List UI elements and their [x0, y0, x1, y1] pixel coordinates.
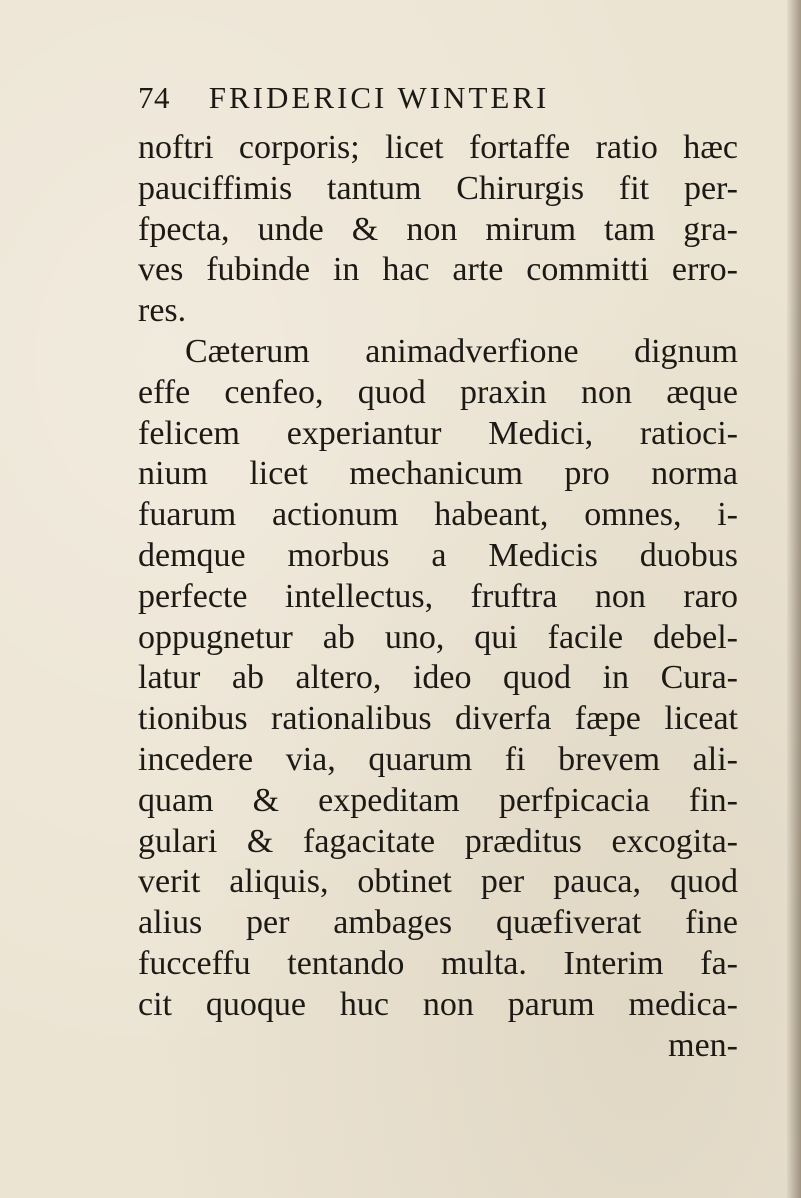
page-number: 74: [138, 80, 170, 115]
text-line: tionibus rationalibus diverfa fæpe liceat: [138, 700, 738, 738]
text-line: demque morbus a Medicis duobus: [138, 536, 738, 574]
body-text: [138, 128, 738, 1066]
text-line: oppugnetur ab uno, qui facile debel-: [138, 618, 738, 656]
running-header: [138, 80, 549, 117]
text-line: incedere via, quarum fi brevem ali-: [138, 740, 738, 778]
text-line: perfecte intellectus, fruftra non raro: [138, 577, 738, 615]
text-line: cit quoque huc non parum medica-: [138, 985, 738, 1023]
text-line: fuarum actionum habeant, omnes, i-: [138, 496, 738, 534]
text-line: latur ab altero, ideo quod in Cura-: [138, 659, 738, 697]
text-line: alius per ambages quæfiverat fine: [138, 904, 738, 942]
text-line: ves fubinde in hac arte committi erro-: [138, 251, 738, 289]
text-line: nium licet mechanicum pro norma: [138, 455, 738, 493]
text-line: gulari & fagacitate præditus excogita-: [138, 822, 738, 860]
running-title: FRIDERICI WINTERI: [208, 80, 550, 115]
text-line: pauciffimis tantum Chirurgis fit per-: [138, 169, 738, 207]
text-line: fpecta, unde & non mirum tam gra-: [138, 210, 738, 248]
text-line: noftri corporis; licet fortaffe ratio hæc: [138, 129, 738, 166]
text-line: effe cenfeo, quod praxin non æque: [138, 373, 738, 411]
text-line: quam & expeditam perfpicacia fin-: [138, 781, 738, 819]
text-line: fucceffu tentando multa. Interim fa-: [138, 944, 738, 982]
text-line: verit aliquis, obtinet per pauca, quod: [138, 863, 738, 901]
catchword: men-: [668, 1026, 738, 1064]
page-edge-shadow: [787, 0, 801, 1198]
text-line: felicem experiantur Medici, ratioci-: [138, 414, 738, 452]
text-line: res.: [138, 292, 187, 330]
paragraph-start-line: Cæterum animadverfione dignum: [185, 332, 738, 370]
